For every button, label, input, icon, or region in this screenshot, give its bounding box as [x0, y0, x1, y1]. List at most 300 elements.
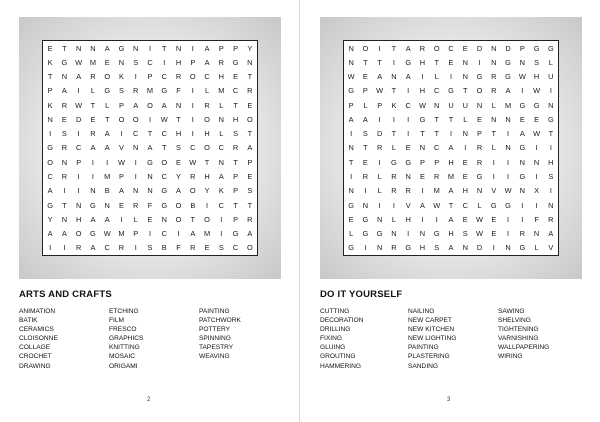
grid-letter: L — [477, 200, 482, 210]
grid-letter: I — [148, 43, 152, 53]
grid-letter: I — [478, 57, 481, 67]
word-list-item: HAMMERING — [320, 362, 362, 370]
grid-letter: A — [362, 114, 368, 124]
grid-letter: O — [132, 114, 139, 124]
grid-letter: C — [190, 143, 196, 153]
grid-letter: I — [492, 157, 495, 167]
grid-letter: G — [476, 72, 483, 82]
grid-letter: I — [392, 57, 395, 67]
grid-letter: G — [505, 72, 511, 82]
grid-letter: I — [421, 186, 424, 196]
grid-letter: Y — [204, 186, 210, 196]
grid-letter: N — [348, 186, 354, 196]
grid-letter: L — [534, 243, 539, 253]
grid-letter: T — [434, 57, 439, 67]
grid-letter: N — [462, 129, 468, 139]
grid-letter: N — [61, 214, 68, 224]
grid-letter: D — [376, 129, 383, 139]
grid-letter: O — [104, 72, 111, 82]
right-puzzle-panel — [320, 17, 582, 279]
grid-letter: H — [419, 243, 426, 253]
grid-letter: N — [147, 186, 153, 196]
right-word-list — [320, 307, 578, 371]
grid-letter: L — [363, 100, 368, 110]
grid-letter: C — [161, 129, 167, 139]
grid-letter: G — [405, 57, 412, 67]
grid-letter: N — [519, 186, 525, 196]
grid-letter: S — [534, 57, 540, 67]
grid-letter: G — [118, 43, 125, 53]
grid-letter: R — [61, 172, 68, 182]
grid-letter: C — [104, 243, 110, 253]
grid-letter: G — [505, 200, 511, 210]
grid-letter: R — [491, 72, 497, 82]
grid-letter: W — [476, 214, 484, 224]
grid-letter: R — [247, 214, 253, 224]
right-letter-grid — [343, 40, 559, 256]
grid-letter: O — [476, 86, 483, 96]
right-section-title: DO IT YOURSELF — [320, 289, 403, 300]
grid-letter: E — [118, 200, 124, 210]
grid-letter: G — [547, 43, 554, 53]
grid-letter: G — [362, 214, 369, 224]
grid-letter: A — [218, 172, 224, 182]
grid-letter: N — [118, 57, 125, 67]
grid-letter: O — [161, 157, 168, 167]
grid-letter: P — [147, 72, 153, 82]
grid-letter: N — [491, 57, 497, 67]
grid-letter: H — [462, 186, 468, 196]
grid-letter: T — [363, 143, 368, 153]
grid-letter: W — [504, 186, 512, 196]
grid-letter: H — [419, 57, 426, 67]
grid-letter: N — [348, 57, 354, 67]
grid-letter: N — [533, 157, 540, 167]
grid-letter: A — [104, 43, 110, 53]
grid-letter: S — [434, 243, 440, 253]
grid-letter: G — [348, 200, 354, 210]
grid-letter: B — [190, 200, 196, 210]
grid-letter: S — [61, 129, 67, 139]
word-list-item: SAWING — [498, 308, 525, 315]
grid-letter: R — [90, 129, 96, 139]
word-list-item: SPINNING — [199, 335, 231, 343]
word-list-item: FIXING — [320, 335, 342, 343]
grid-letter: T — [62, 43, 67, 53]
grid-letter: N — [133, 143, 139, 153]
grid-letter: A — [405, 43, 411, 53]
grid-letter: W — [476, 229, 484, 239]
grid-letter: G — [533, 43, 540, 53]
grid-letter: T — [391, 43, 397, 53]
grid-letter: A — [405, 72, 411, 82]
word-list-item: WIRING — [498, 353, 523, 361]
grid-letter: G — [376, 229, 383, 239]
word-list-item: ORIGAMI — [109, 362, 138, 370]
grid-letter: R — [175, 72, 182, 82]
grid-letter: I — [549, 186, 552, 196]
grid-letter: T — [233, 157, 238, 167]
grid-letter: G — [104, 86, 111, 96]
grid-letter: P — [247, 157, 253, 167]
grid-letter: T — [391, 86, 397, 96]
grid-letter: H — [218, 72, 224, 82]
grid-letter: A — [519, 129, 525, 139]
grid-letter: R — [391, 243, 397, 253]
grid-letter: T — [548, 129, 554, 139]
grid-letter: T — [147, 129, 153, 139]
right-page-number: 3 — [447, 397, 451, 403]
grid-letter: R — [405, 186, 411, 196]
grid-letter: E — [147, 214, 153, 224]
grid-letter: T — [434, 114, 439, 124]
grid-letter: N — [376, 243, 383, 253]
grid-letter: O — [246, 243, 253, 253]
grid-letter: E — [419, 172, 425, 182]
grid-letter: A — [47, 186, 53, 196]
word-list-item: CERAMICS — [19, 326, 54, 334]
grid-letter: E — [462, 172, 468, 182]
grid-letter: N — [405, 172, 411, 182]
grid-letter: L — [491, 143, 496, 153]
grid-letter: I — [507, 129, 510, 139]
grid-letter: G — [519, 143, 526, 153]
grid-letter: T — [176, 114, 181, 124]
grid-letter: G — [505, 57, 511, 67]
grid-letter: R — [190, 243, 196, 253]
grid-letter: E — [462, 214, 468, 224]
grid-letter: P — [233, 186, 239, 196]
grid-letter: I — [449, 129, 453, 139]
grid-letter: O — [204, 114, 210, 124]
grid-letter: I — [350, 129, 353, 139]
grid-letter: G — [519, 100, 526, 110]
word-column — [19, 307, 109, 371]
grid-letter: N — [419, 143, 426, 153]
grid-letter: H — [448, 157, 454, 167]
grid-letter: S — [133, 57, 139, 67]
grid-letter: T — [448, 114, 454, 124]
grid-letter: I — [148, 114, 152, 124]
grid-letter: I — [177, 229, 180, 239]
grid-letter: I — [206, 200, 209, 210]
grid-letter: C — [47, 172, 53, 182]
grid-letter: A — [61, 86, 67, 96]
grid-letter: N — [247, 57, 253, 67]
grid-letter: O — [433, 43, 440, 53]
grid-letter: G — [476, 172, 483, 182]
grid-letter: I — [549, 143, 552, 153]
grid-letter: M — [504, 100, 512, 110]
grid-letter: G — [348, 243, 354, 253]
grid-letter: N — [75, 43, 82, 53]
grid-letter: G — [405, 157, 412, 167]
grid-letter: P — [419, 157, 425, 167]
grid-letter: N — [519, 57, 525, 67]
grid-letter: A — [47, 229, 53, 239]
grid-letter: C — [434, 143, 440, 153]
grid-letter: G — [419, 114, 426, 124]
word-list-item: SANDING — [408, 362, 439, 370]
grid-letter: D — [476, 243, 483, 253]
word-list-item: DECORATION — [320, 317, 364, 325]
grid-letter: W — [533, 129, 541, 139]
grid-letter: O — [75, 229, 82, 239]
grid-letter: Y — [247, 43, 253, 53]
grid-letter: H — [175, 129, 182, 139]
grid-letter: W — [376, 86, 384, 96]
grid-letter: X — [534, 186, 540, 196]
grid-letter: T — [104, 114, 110, 124]
grid-letter: G — [232, 229, 239, 239]
grid-letter: E — [519, 114, 525, 124]
grid-letter: M — [89, 57, 97, 67]
grid-letter: I — [77, 172, 80, 182]
grid-letter: R — [232, 143, 239, 153]
grid-letter: N — [47, 114, 53, 124]
grid-letter: E — [104, 57, 110, 67]
grid-letter: E — [462, 157, 468, 167]
grid-letter: G — [519, 172, 526, 182]
grid-letter: H — [232, 114, 239, 124]
grid-letter: G — [348, 86, 354, 96]
grid-letter: S — [118, 86, 124, 96]
grid-letter: P — [233, 214, 239, 224]
grid-letter: A — [448, 143, 454, 153]
grid-letter: L — [349, 229, 354, 239]
grid-letter: H — [405, 214, 411, 224]
grid-letter: N — [462, 243, 468, 253]
grid-letter: C — [218, 143, 224, 153]
grid-letter: G — [61, 57, 68, 67]
grid-letter: G — [433, 229, 440, 239]
grid-letter: G — [391, 157, 397, 167]
grid-letter: A — [104, 143, 110, 153]
grid-letter: P — [76, 157, 82, 167]
grid-letter: P — [218, 43, 224, 53]
grid-letter: R — [218, 57, 224, 67]
grid-letter: T — [247, 72, 253, 82]
word-list-item: SHELVING — [498, 317, 531, 325]
grid-letter: G — [90, 200, 96, 210]
grid-letter: I — [421, 214, 424, 224]
grid-letter: U — [448, 100, 454, 110]
grid-letter: I — [521, 86, 524, 96]
grid-letter: N — [175, 100, 182, 110]
grid-letter: G — [47, 143, 53, 153]
grid-letter: T — [363, 57, 368, 67]
grid-letter: K — [47, 100, 53, 110]
grid-letter: I — [49, 129, 52, 139]
grid-letter: U — [548, 72, 554, 82]
grid-letter: H — [175, 57, 182, 67]
left-puzzle-panel — [19, 17, 281, 279]
grid-letter: E — [233, 72, 239, 82]
word-column — [408, 307, 498, 371]
grid-letter: H — [419, 86, 426, 96]
grid-letter: I — [49, 243, 52, 253]
page-spine — [299, 0, 300, 422]
grid-letter: A — [90, 214, 96, 224]
grid-letter: G — [232, 57, 239, 67]
grid-letter: A — [104, 214, 110, 224]
grid-letter: O — [147, 100, 153, 110]
grid-letter: W — [160, 114, 168, 124]
grid-letter: I — [77, 186, 80, 196]
grid-letter: R — [204, 100, 210, 110]
grid-letter: A — [204, 43, 210, 53]
grid-letter: A — [448, 214, 454, 224]
grid-letter: T — [434, 129, 439, 139]
grid-letter: A — [176, 186, 181, 196]
grid-letter: I — [134, 243, 137, 253]
grid-letter: R — [434, 172, 440, 182]
grid-letter: L — [133, 214, 138, 224]
grid-letter: D — [75, 114, 82, 124]
grid-letter: I — [435, 214, 438, 224]
grid-letter: S — [147, 243, 153, 253]
grid-letter: C — [218, 200, 224, 210]
grid-letter: G — [405, 243, 412, 253]
grid-letter: I — [148, 229, 152, 239]
grid-letter: R — [75, 243, 82, 253]
word-list-item: FRESCO — [109, 326, 137, 334]
grid-letter: A — [505, 86, 511, 96]
grid-letter: P — [477, 129, 482, 139]
grid-letter: I — [392, 114, 395, 124]
grid-letter: M — [104, 172, 111, 182]
grid-letter: I — [507, 214, 510, 224]
grid-letter: H — [204, 129, 210, 139]
grid-letter: B — [161, 243, 167, 253]
grid-letter: D — [505, 43, 511, 53]
grid-letter: V — [548, 243, 554, 253]
grid-letter: I — [134, 72, 137, 82]
word-list-item: GROUTING — [320, 353, 356, 361]
grid-letter: Y — [176, 172, 181, 182]
grid-letter: S — [218, 243, 224, 253]
grid-letter: E — [176, 157, 181, 167]
grid-letter: M — [447, 172, 455, 182]
grid-letter: C — [147, 57, 153, 67]
grid-letter: I — [507, 157, 510, 167]
grid-letter: I — [364, 186, 367, 196]
grid-letter: P — [434, 157, 440, 167]
grid-letter: S — [247, 186, 253, 196]
grid-letter: E — [491, 214, 497, 224]
word-list-item: PLASTERING — [408, 353, 450, 361]
word-list-item: TIGHTENING — [498, 326, 539, 334]
grid-letter: T — [448, 200, 454, 210]
grid-letter: O — [204, 143, 210, 153]
word-column — [498, 307, 578, 371]
grid-letter: A — [247, 143, 253, 153]
grid-letter: N — [376, 214, 383, 224]
grid-letter: W — [418, 100, 426, 110]
grid-letter: N — [548, 100, 554, 110]
grid-letter: N — [90, 186, 96, 196]
grid-letter: T — [491, 129, 497, 139]
word-list-item: DRAWING — [19, 362, 51, 370]
grid-letter: A — [104, 129, 110, 139]
grid-letter: N — [505, 114, 511, 124]
grid-letter: R — [90, 72, 96, 82]
grid-letter: A — [133, 100, 139, 110]
grid-letter: A — [147, 143, 153, 153]
grid-letter: N — [161, 214, 167, 224]
grid-letter: R — [133, 86, 139, 96]
grid-letter: E — [405, 143, 411, 153]
grid-letter: L — [377, 186, 382, 196]
grid-letter: P — [133, 229, 139, 239]
grid-letter: I — [535, 172, 538, 182]
grid-letter: A — [204, 57, 210, 67]
word-list-item: NEW KITCHEN — [408, 326, 455, 334]
grid-letter: L — [219, 129, 224, 139]
grid-letter: E — [448, 57, 454, 67]
grid-letter: I — [91, 157, 94, 167]
grid-letter: E — [247, 172, 253, 182]
grid-letter: A — [548, 229, 554, 239]
grid-letter: I — [364, 243, 367, 253]
grid-letter: I — [106, 157, 109, 167]
grid-letter: T — [247, 200, 253, 210]
grid-letter: R — [391, 172, 397, 182]
grid-letter: C — [232, 243, 239, 253]
grid-letter: R — [118, 243, 125, 253]
grid-letter: V — [491, 186, 497, 196]
grid-letter: I — [191, 114, 194, 124]
grid-letter: N — [462, 72, 468, 82]
grid-letter: W — [117, 157, 125, 167]
word-list-item: NEW CARPET — [408, 317, 452, 325]
grid-letter: I — [464, 143, 467, 153]
grid-letter: E — [491, 229, 497, 239]
left-letter-grid — [42, 40, 258, 256]
grid-letter: I — [407, 114, 410, 124]
grid-letter: T — [233, 200, 238, 210]
word-list-item: WEAVING — [199, 353, 230, 361]
grid-letter: N — [519, 157, 525, 167]
grid-letter: G — [362, 229, 369, 239]
grid-letter: R — [519, 229, 525, 239]
grid-letter: R — [376, 143, 383, 153]
grid-letter: G — [47, 200, 53, 210]
grid-letter: T — [204, 157, 210, 167]
grid-letter: T — [233, 100, 238, 110]
grid-letter: I — [507, 172, 510, 182]
word-list-item: PATCHWORK — [199, 317, 241, 325]
grid-letter: S — [362, 129, 368, 139]
grid-letter: G — [161, 200, 168, 210]
word-list-item: ETCHING — [109, 308, 139, 315]
grid-letter: G — [161, 186, 168, 196]
grid-letter: I — [449, 72, 453, 82]
grid-letter: L — [90, 86, 95, 96]
grid-letter: I — [120, 214, 123, 224]
grid-letter: T — [190, 214, 196, 224]
grid-letter: K — [391, 100, 397, 110]
grid-letter: W — [518, 72, 526, 82]
grid-letter: I — [535, 200, 538, 210]
grid-letter: C — [133, 129, 139, 139]
grid-letter: A — [448, 243, 454, 253]
grid-letter: E — [362, 157, 368, 167]
word-list-item: PAINTING — [199, 308, 230, 315]
grid-letter: O — [189, 186, 196, 196]
grid-letter: L — [391, 143, 396, 153]
grid-letter: G — [161, 86, 168, 96]
